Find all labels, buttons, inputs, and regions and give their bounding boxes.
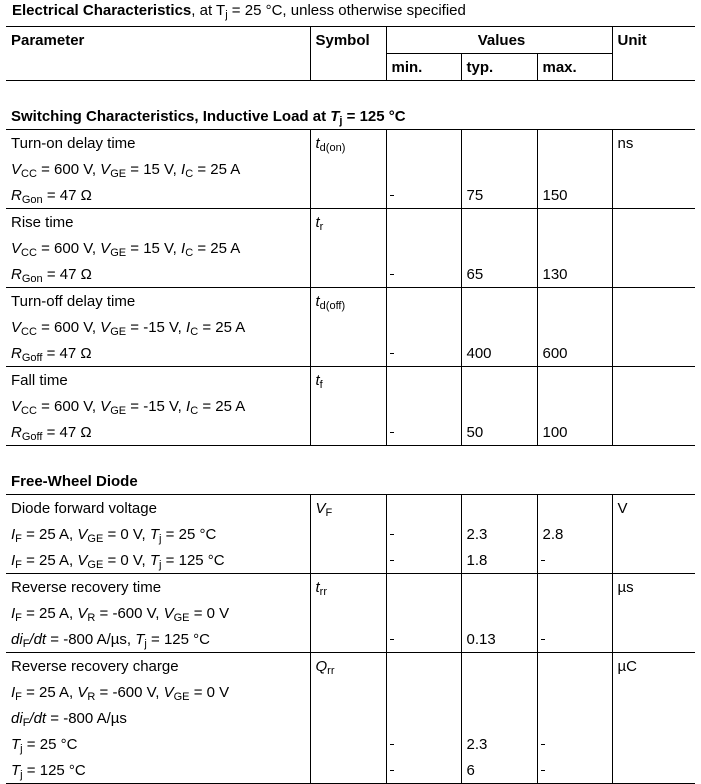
table-row: Diode forward voltage $V_F$ V [6, 495, 695, 522]
table-row: Fall time $t_f$ [6, 367, 695, 394]
col-symbol: Symbol [310, 27, 386, 54]
unit-v: V [617, 499, 628, 517]
table-row: Turn-on delay time $t_{d(on)}$ ns [6, 130, 695, 157]
table-row: Reverse recovery time $t_{rr}$ µs [6, 574, 695, 601]
col-max: max. [537, 54, 612, 81]
unit-uc: µC [617, 657, 637, 675]
col-values: Values [386, 27, 612, 54]
col-parameter: Parameter [6, 27, 310, 54]
unit-us: µs [617, 578, 634, 596]
table-row: Rise time $t_r$ [6, 209, 695, 236]
symbol-td-off: $t_{d(off)}$ [310, 288, 386, 315]
table-row: Turn-off delay time $t_{d(off)}$ [6, 288, 695, 315]
col-unit: Unit [612, 27, 695, 54]
symbol-tf: $t_f$ [310, 367, 386, 394]
page-title: Electrical Characteristics, at $T_j = 25$ °C, unless otherwise specified [12, 2, 466, 21]
col-min: min. [386, 54, 461, 81]
section-diode: Free-Wheel Diode [6, 468, 695, 495]
col-typ: typ. [461, 54, 537, 81]
symbol-qrr: $Q_{rr}$ [310, 653, 386, 680]
symbol-td-on: $t_{d(on)}$ [310, 130, 386, 157]
unit-ns: ns [617, 134, 634, 152]
symbol-vf: $V_F$ [310, 495, 386, 522]
section-switching: Switching Characteristics, Inductive Load at $T_j = 125$ °C [6, 103, 695, 130]
symbol-trr: $t_{rr}$ [310, 574, 386, 601]
characteristics-table: Parameter Symbol Values Unit min. typ. max. Switching Characteristics, Inductive Load at $T_j = 125$ °C Turn-on delay time $t_{d(on)}$ ns $V_{CC} = 600$ V, $V_{GE} = 15$ V, $I_C = 25$ A $R_{Gon} = 47$ Ω 75 150 Rise time $t_r$ $V_{CC} = 600$ V, $V_{GE} = 15$ V, $I_C = 25$ A $R_{Gon} = 47$ Ω 65 130 Turn-off delay time $t_{d(off)}$ $V_{CC} = 600$ V, $V_{GE} = -15$ V, $I_C = 25$ A $R_{Goff} = 47$ Ω 400 600 Fall time $t_f$ $V_{CC} = 600$ V, $V_{GE} = -15$ V, $I_C = 25$ A $R_{Goff} = 47$ Ω 50 100 Free-Wheel Diode Diode forward voltage $V_F$ V $I_F = 25$ A, $V_{GE} = 0$ V, $T_j = 25$ °C 2.3 2.8 $I_F = 25$ A, $V_{GE} = 0$ V, $T_j = 125$ °C 1.8 Reverse recovery time $t_{rr}$ µs $I_F = 25$ A, $V_R = -600$ V, $V_{GE} = 0$ V $di_F/dt = -800$ A/µs, $T_j = 125$ °C 0.13 Reverse recovery charge $Q_{rr}$ µC $I_F = 25$ A, $V_R = -600$ V, $V_{GE} = 0$ V $di_F/dt = -800$ A/µs $T_j = 25$ °C 2.3 $T_j = 125$ °C 6 [6, 26, 695, 784]
symbol-tr: $t_r$ [310, 209, 386, 236]
table-row: Reverse recovery charge $Q_{rr}$ µC [6, 653, 695, 680]
